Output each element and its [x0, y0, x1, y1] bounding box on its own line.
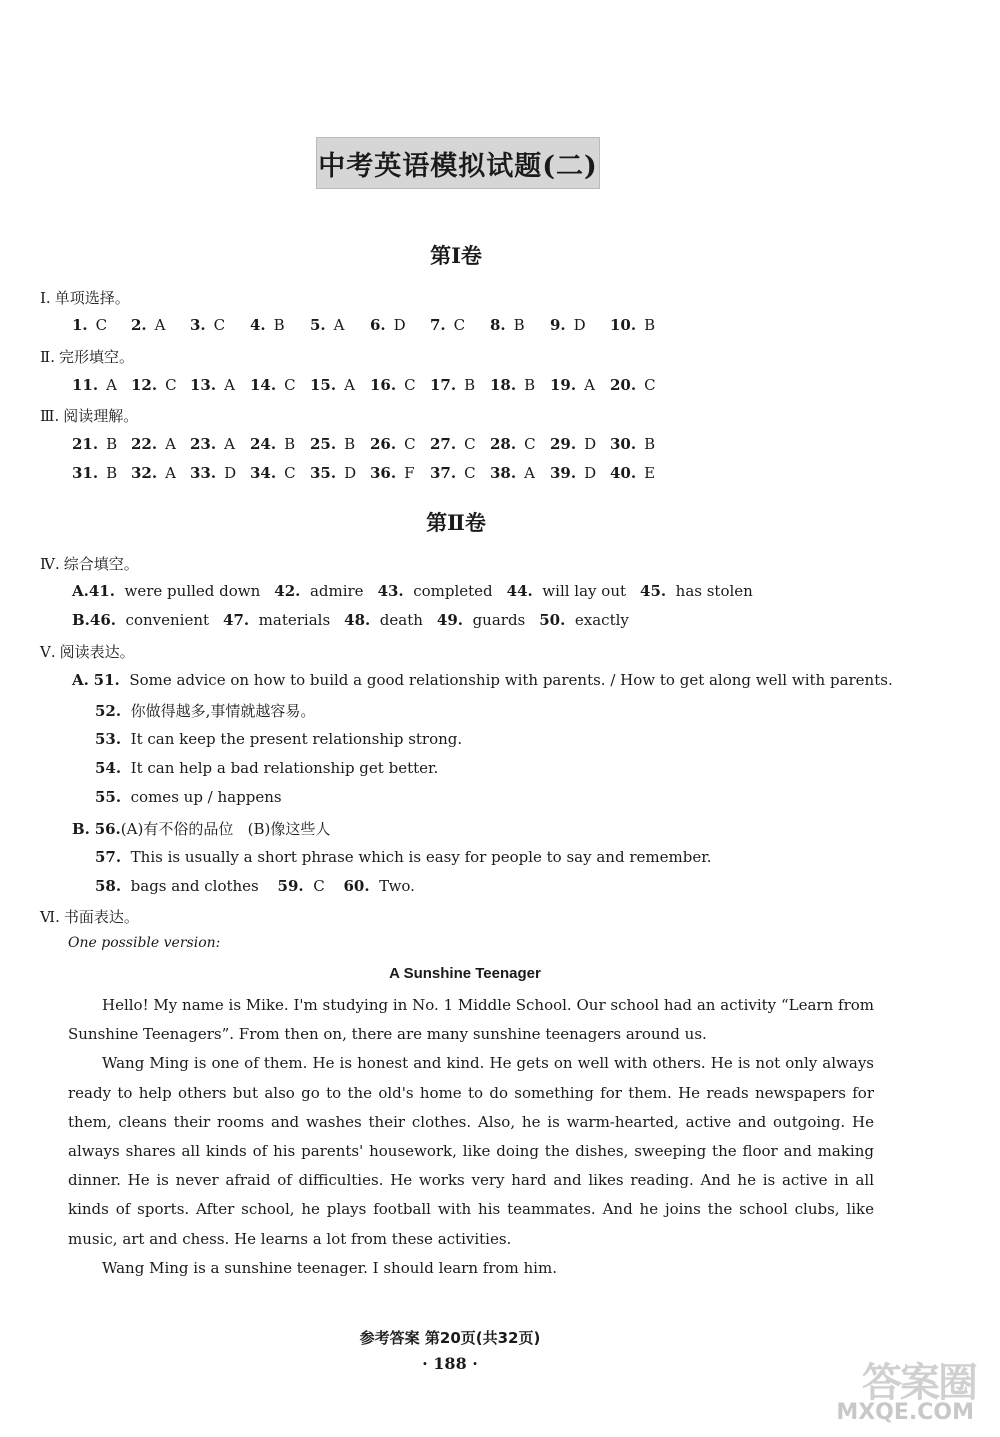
fill-in-answer	[344, 611, 423, 629]
essay-paragraph-3: Wang Ming is a sunshine teenager. I should learn from him.	[102, 1258, 557, 1277]
answer-54: 54. It can help a bad relationship get better.	[95, 759, 439, 777]
answer-item	[250, 464, 296, 482]
question-number: 45.	[640, 582, 667, 600]
answer-value: C	[464, 435, 476, 453]
question-number: 46.	[89, 611, 117, 629]
answer-text: death	[370, 611, 423, 629]
version-label: One possible version:	[68, 935, 221, 951]
question-number: 17.	[430, 376, 457, 394]
answer-value: C	[284, 464, 296, 482]
question-number: 41.	[88, 582, 115, 600]
question-number: 24.	[250, 435, 277, 453]
answer-text: were pulled down	[114, 582, 261, 600]
answer-value: C	[404, 376, 416, 394]
question-number: 12.	[131, 376, 158, 394]
answer-value: B	[513, 316, 525, 334]
section-1-heading: Ⅰ. 单项选择。	[40, 289, 130, 307]
question-number: 29.	[550, 435, 577, 453]
fill-in-answer	[274, 582, 363, 600]
answer-item	[131, 464, 176, 482]
answer-value: A	[584, 376, 595, 394]
answer-item	[370, 464, 415, 482]
answer-item	[430, 435, 476, 453]
section-3-heading: Ⅲ. 阅读理解。	[40, 407, 139, 425]
answer-item	[131, 316, 166, 334]
exam-title-banner	[316, 137, 600, 189]
question-number: 26.	[370, 435, 397, 453]
question-number: 19.	[550, 376, 577, 394]
volume-2-title: 第Ⅱ卷	[426, 510, 486, 535]
answer-row-2	[72, 376, 772, 398]
question-number: 4.	[250, 316, 266, 334]
question-number: 32.	[131, 464, 158, 482]
answer-value: D	[584, 464, 597, 482]
question-number: 28.	[490, 435, 517, 453]
answer-item	[490, 316, 525, 334]
answer-item	[490, 376, 535, 394]
answer-52: 52. 你做得越多,事情就越容易。	[95, 702, 316, 720]
answer-item	[190, 435, 235, 453]
question-number: 3.	[190, 316, 206, 334]
answer-value: A	[165, 464, 176, 482]
answer-value: B	[644, 435, 656, 453]
answer-item	[131, 376, 177, 394]
question-number: 21.	[72, 435, 99, 453]
answer-text: admire	[300, 582, 364, 600]
answer-item	[490, 464, 535, 482]
answer-value: C	[404, 435, 416, 453]
fill-in-answer	[223, 611, 330, 629]
answer-item	[250, 376, 296, 394]
question-number: 20.	[610, 376, 637, 394]
answer-item	[190, 376, 235, 394]
question-number: 35.	[310, 464, 337, 482]
question-number: 43.	[377, 582, 404, 600]
fill-in-answer	[640, 582, 753, 600]
question-number: 8.	[490, 316, 506, 334]
answers-58-60: 58. bags and clothes 59. C 60. Two.	[95, 877, 415, 895]
answer-text: exactly	[565, 611, 629, 629]
essay-paragraph-2: Wang Ming is one of them. He is honest and kind. He gets on well with others. He is not only always ready to help others but also go to the old's home to do something for them. He reads newspapers for them, cleans their rooms and washes their clothes. Also, he is warm-hearted, active and outgoing. He always shares all kinds of his parents' housework, like doing the dishes, sweeping the floor and making dinner. He is never afraid of difficulties. He works very hard and likes reading. And he is active in all kinds of sports. After school, he plays football with his teammates. And he joins the school clubs, like music, art and chess. He learns a lot from these activities.	[68, 1054, 874, 1248]
question-number: 48.	[344, 611, 371, 629]
answer-row-1	[72, 316, 772, 338]
answer-55: 55. comes up / happens	[95, 788, 282, 806]
question-number: 47.	[223, 611, 250, 629]
question-number: 30.	[610, 435, 637, 453]
volume-1-title: 第Ⅰ卷	[430, 243, 482, 268]
answer-item	[72, 464, 117, 482]
essay-body	[68, 991, 874, 1283]
answer-item	[550, 376, 595, 394]
answer-item	[310, 464, 356, 482]
answer-value: F	[404, 464, 415, 482]
answer-item	[310, 316, 345, 334]
answer-item	[610, 435, 655, 453]
exam-title: 中考英语模拟试题(二)	[318, 150, 598, 182]
question-number: 18.	[490, 376, 517, 394]
answer-item	[550, 435, 596, 453]
section-4-line-a: A.41. were pulled down 42. admire 43. completed 44. will lay out 45. has stolen	[72, 582, 753, 600]
answer-value: B	[344, 435, 356, 453]
answer-value: C	[213, 316, 226, 334]
answer-value: B	[273, 316, 285, 334]
section-5-heading: Ⅴ. 阅读表达。	[40, 643, 135, 661]
answer-text: convenient	[116, 611, 210, 629]
answer-value: D	[224, 464, 237, 482]
answer-item	[430, 376, 475, 394]
section-4-line-b: B.46. convenient 47. materials 48. death 49. guards 50. exactly	[72, 611, 629, 629]
question-number: 16.	[370, 376, 397, 394]
question-number: 6.	[370, 316, 386, 334]
answer-item	[370, 435, 416, 453]
answer-value: B	[644, 316, 656, 334]
answer-item	[490, 435, 536, 453]
page-number: · 188 ·	[422, 1354, 478, 1373]
question-number: 40.	[610, 464, 637, 482]
answer-53: 53. It can keep the present relationship strong.	[95, 730, 463, 748]
answer-value: A	[524, 464, 535, 482]
section-6-heading: Ⅵ. 书面表达。	[40, 908, 139, 926]
answer-item	[190, 316, 225, 334]
answer-item	[131, 435, 176, 453]
page-footer: 参考答案 第20页(共32页)	[359, 1329, 541, 1347]
answer-57: 57. This is usually a short phrase which is easy for people to say and remember.	[95, 848, 712, 866]
question-number: 23.	[190, 435, 217, 453]
answer-value: B	[106, 435, 118, 453]
question-number: 39.	[550, 464, 577, 482]
question-number: 15.	[310, 376, 337, 394]
answer-value: B	[524, 376, 536, 394]
answer-value: B	[464, 376, 476, 394]
answer-value: C	[284, 376, 296, 394]
answer-item	[550, 316, 586, 334]
answer-value: A	[154, 316, 166, 334]
answer-text: will lay out	[532, 582, 627, 600]
answer-item	[370, 316, 406, 334]
answer-value: D	[344, 464, 357, 482]
answer-value: C	[453, 316, 466, 334]
question-number: 38.	[490, 464, 517, 482]
question-number: 34.	[250, 464, 277, 482]
question-number: 37.	[430, 464, 457, 482]
fill-in-answer	[378, 582, 493, 600]
answer-item	[250, 435, 295, 453]
watermark-url: MXQE.COM	[836, 1400, 974, 1425]
answer-item	[72, 376, 117, 394]
question-number: 1.	[72, 316, 88, 334]
fill-in-answer	[539, 611, 629, 629]
answer-value: D	[393, 316, 406, 334]
answer-value: C	[644, 376, 656, 394]
question-number: 5.	[310, 316, 326, 334]
question-number: 25.	[310, 435, 337, 453]
answer-text: guards	[463, 611, 526, 629]
watermark-logo	[822, 1349, 982, 1429]
answer-item	[610, 376, 656, 394]
answer-value: A	[224, 376, 235, 394]
question-number: 31.	[72, 464, 99, 482]
question-number: 50.	[539, 611, 566, 629]
answer-51: A. 51. Some advice on how to build a good relationship with parents. / How to get along well with parents.	[72, 671, 893, 689]
question-number: 11.	[72, 376, 99, 394]
fill-in-answer	[90, 611, 209, 629]
fill-in-answer	[437, 611, 525, 629]
answer-item	[310, 376, 355, 394]
answer-value: C	[95, 316, 108, 334]
question-number: 22.	[131, 435, 158, 453]
answer-item	[310, 435, 355, 453]
question-number: 36.	[370, 464, 397, 482]
section-4-heading: Ⅳ. 综合填空。	[40, 555, 139, 573]
question-number: 9.	[550, 316, 566, 334]
question-number: 10.	[610, 316, 637, 334]
answer-text: has stolen	[666, 582, 753, 600]
answer-56: B. 56.(A)有不俗的品位 (B)像这些人	[72, 820, 331, 838]
answer-value: C	[165, 376, 177, 394]
section-2-heading: Ⅱ. 完形填空。	[40, 348, 134, 366]
question-number: 42.	[274, 582, 301, 600]
question-number: 49.	[436, 611, 464, 629]
question-number: 44.	[506, 582, 533, 600]
answer-value: C	[524, 435, 536, 453]
question-number: 2.	[131, 316, 147, 334]
answer-text: materials	[249, 611, 331, 629]
question-number: 33.	[190, 464, 217, 482]
answer-value: B	[106, 464, 118, 482]
question-number: 13.	[190, 376, 217, 394]
essay-paragraph-1: Hello! My name is Mike. I'm studying in No. 1 Middle School. Our school had an activity “Learn from Sunshine Teenagers”. From then on, there are many sunshine teenagers around us.	[68, 996, 874, 1044]
fill-in-answer	[507, 582, 626, 600]
answer-row-4	[72, 464, 772, 486]
answer-item	[610, 316, 655, 334]
question-number: 14.	[250, 376, 277, 394]
answer-row-3	[72, 435, 772, 457]
answer-value: A	[224, 435, 235, 453]
answer-item	[430, 316, 465, 334]
answer-item	[610, 464, 655, 482]
answer-value: C	[464, 464, 476, 482]
question-number: 27.	[430, 435, 457, 453]
answer-text: completed	[403, 582, 493, 600]
fill-in-answer	[89, 582, 260, 600]
answer-item	[430, 464, 476, 482]
answer-item	[550, 464, 596, 482]
answer-value: D	[584, 435, 597, 453]
answer-item	[72, 316, 107, 334]
answer-value: B	[284, 435, 296, 453]
answer-value: A	[106, 376, 117, 394]
answer-item	[370, 376, 416, 394]
answer-value: D	[573, 316, 586, 334]
essay-title: A Sunshine Teenager	[389, 965, 541, 982]
answer-value: A	[165, 435, 176, 453]
answer-item	[190, 464, 236, 482]
question-number: 7.	[430, 316, 446, 334]
answer-item	[250, 316, 285, 334]
answer-item	[72, 435, 117, 453]
answer-value: A	[344, 376, 355, 394]
answer-value: A	[333, 316, 345, 334]
answer-value: E	[644, 464, 656, 482]
watermark-text: 答案圈	[862, 1360, 976, 1406]
